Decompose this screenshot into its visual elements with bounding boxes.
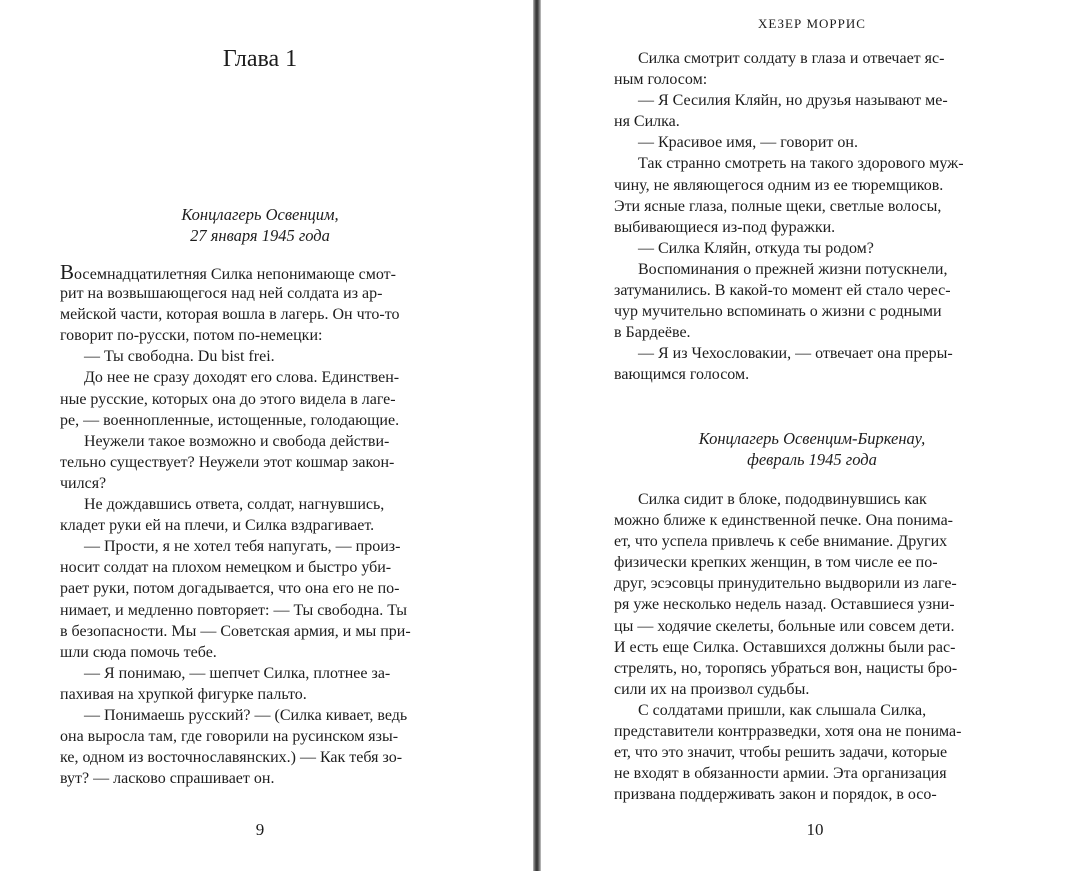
left-subheading-line: 27 января 1945 года xyxy=(190,226,330,245)
text-line xyxy=(614,364,1016,385)
text-line-content: не входят в обязанности армии. Эта организация xyxy=(614,765,947,783)
text-line-content: призвана поддерживать закон и порядок, в осо- xyxy=(614,786,937,804)
text-line-content: говорит по-русски, потом по-немецки: xyxy=(60,327,323,345)
text-line xyxy=(614,69,1016,90)
text-line-content: рает руки, потом догадывается, что она его не по- xyxy=(60,580,400,598)
text-line xyxy=(60,494,462,515)
left-body-text xyxy=(60,262,462,789)
text-line xyxy=(60,642,462,663)
text-line xyxy=(60,473,462,494)
text-line-content: чур мучительно вспоминать о жизни с родными xyxy=(614,303,942,321)
right-body-text-bottom xyxy=(614,489,1016,805)
text-line-content: рит на возвышающегося над ней солдата из ар- xyxy=(60,285,383,303)
text-line-content: ные русские, которых она до этого видела в лаге- xyxy=(60,390,396,408)
text-line-content: мейской части, которая вошла в лагерь. Он что-то xyxy=(60,306,400,324)
text-line-content: Не дождавшись ответа, солдат, нагнувшись, xyxy=(84,496,385,514)
text-line xyxy=(60,578,462,599)
text-line-content: ным голосом: xyxy=(614,71,708,89)
text-line-content: — Я Сесилия Кляйн, но друзья называют ме- xyxy=(638,92,948,110)
text-line-content: кладет руки ей на плечи, и Силка вздрагивает. xyxy=(60,517,375,535)
text-line-content: И есть еще Силка. Оставшихся должны были рас- xyxy=(614,638,956,656)
text-line-content: цы — ходячие скелеты, больные или совсем дети. xyxy=(614,617,955,635)
text-line xyxy=(60,283,462,304)
text-line xyxy=(614,742,1016,763)
left-subheading-line: Концлагерь Освенцим, xyxy=(181,205,339,224)
text-line xyxy=(60,684,462,705)
text-line-content: С солдатами пришли, как слышала Силка, xyxy=(638,701,927,719)
text-line xyxy=(60,410,462,431)
text-line-content: в безопасности. Мы — Советская армия, и мы при- xyxy=(60,622,411,640)
text-line-content: ке, одном из восточнославянских.) — Как тебя зо- xyxy=(60,749,403,767)
text-line xyxy=(614,531,1016,552)
text-line xyxy=(614,322,1016,343)
text-line-content: ет, что это значит, чтобы решить задачи, которые xyxy=(614,744,948,762)
text-line-content: ня Силка. xyxy=(614,113,680,131)
text-line-content: вающимся голосом. xyxy=(614,366,750,384)
text-line-content: представители контрразведки, хотя она не понима- xyxy=(614,723,962,741)
right-body-text-top xyxy=(614,48,1016,386)
text-line xyxy=(614,573,1016,594)
text-line-content: — Прости, я не хотел тебя напугать, — произ- xyxy=(84,538,401,556)
text-line xyxy=(60,536,462,557)
text-line-content: нимает, и медленно повторяет: — Ты свободна. Ты xyxy=(60,601,407,619)
text-line xyxy=(614,48,1016,69)
text-line xyxy=(60,431,462,452)
text-line-content: она выросла там, где говорили на русинском язы- xyxy=(60,728,399,746)
text-line xyxy=(60,452,462,473)
text-line xyxy=(614,301,1016,322)
text-line-content: сили их на произвол судьбы. xyxy=(614,680,810,698)
text-line xyxy=(60,621,462,642)
text-line-content: вут? — ласково спрашивает он. xyxy=(60,770,275,788)
text-line xyxy=(614,552,1016,573)
text-line-content: чину, не являющегося одним из ее тюремщиков. xyxy=(614,176,944,194)
text-line-content: ре, — военнопленные, истощенные, голодающие. xyxy=(60,411,400,429)
book-spine xyxy=(533,0,541,871)
text-line xyxy=(60,346,462,367)
text-line-content: можно ближе к единственной печке. Она понима- xyxy=(614,512,953,530)
text-line xyxy=(614,721,1016,742)
text-line-content: ет, что успела привлечь к себе внимание. Других xyxy=(614,533,948,551)
text-line-content: Эти ясные глаза, полные щеки, светлые волосы, xyxy=(614,197,942,215)
text-line xyxy=(614,175,1016,196)
text-line xyxy=(614,280,1016,301)
text-line-content: Силка сидит в блоке, пододвинувшись как xyxy=(638,491,927,508)
text-line-content: — Понимаешь русский? — (Силка кивает, ведь xyxy=(84,706,408,724)
right-subheading-line: февраль 1945 года xyxy=(747,450,877,469)
text-line xyxy=(60,600,462,621)
text-line-content: Неужели такое возможно и свобода действи- xyxy=(84,432,390,450)
text-line xyxy=(614,90,1016,111)
text-line xyxy=(60,663,462,684)
text-line xyxy=(60,389,462,410)
text-line xyxy=(614,259,1016,280)
text-line-content: носит солдат на плохом немецком и быстро уби- xyxy=(60,559,392,577)
text-line-content: в Бардеёве. xyxy=(614,324,691,342)
text-line xyxy=(614,637,1016,658)
text-line-content: Силка смотрит солдату в глаза и отвечает яс- xyxy=(638,50,945,67)
text-line-content: чился? xyxy=(60,474,107,492)
page-number-right: 10 xyxy=(806,820,824,839)
text-line xyxy=(614,238,1016,259)
text-line xyxy=(614,679,1016,700)
text-line-content: — Ты свободна. Du bist frei. xyxy=(84,348,275,366)
text-line xyxy=(60,705,462,726)
text-line xyxy=(60,262,462,283)
text-line-content: шли сюда помочь тебе. xyxy=(60,643,217,661)
drop-cap: В xyxy=(60,260,75,284)
text-line xyxy=(60,557,462,578)
text-line xyxy=(60,325,462,346)
text-line-content: ря уже несколько недель назад. Оставшиеся узни- xyxy=(614,596,955,614)
text-line-content: — Красивое имя, — говорит он. xyxy=(638,134,858,152)
text-line xyxy=(60,515,462,536)
text-line xyxy=(614,489,1016,510)
text-line xyxy=(614,153,1016,174)
text-line xyxy=(614,658,1016,679)
text-line-content: друг, эсэсовцы принудительно выдворили из лаге- xyxy=(614,575,957,593)
text-line-content: До нее не сразу доходят его слова. Единствен- xyxy=(84,369,400,387)
text-line xyxy=(614,510,1016,531)
text-line-content: стрелять, но, торопясь убраться вон, нацисты бро- xyxy=(614,659,958,677)
text-line xyxy=(614,111,1016,132)
text-line-content: физически крепких женщин, в том числе ее по- xyxy=(614,554,938,572)
text-line xyxy=(614,616,1016,637)
text-line-content: пахивая на хрупкой фигурке пальто. xyxy=(60,685,307,703)
text-line xyxy=(614,784,1016,805)
text-line-content: Воспоминания о прежней жизни потускнели, xyxy=(638,260,948,278)
text-line xyxy=(614,763,1016,784)
text-line-content: — Я понимаю, — шепчет Силка, плотнее за- xyxy=(84,664,391,682)
text-line-content: Так странно смотреть на такого здорового муж- xyxy=(638,155,964,173)
right-subheading-line: Концлагерь Освенцим-Биркенау, xyxy=(698,429,926,448)
left-subheading xyxy=(0,204,520,246)
text-line xyxy=(614,700,1016,721)
text-line xyxy=(60,726,462,747)
chapter-title: Глава 1 xyxy=(222,46,298,72)
text-line-content: выбивающиеся из-под фуражки. xyxy=(614,218,836,236)
text-line xyxy=(614,217,1016,238)
text-line xyxy=(614,196,1016,217)
text-line xyxy=(614,594,1016,615)
text-line xyxy=(60,304,462,325)
text-line xyxy=(614,343,1016,364)
running-head: ХЕЗЕР МОРРИС xyxy=(758,16,866,31)
text-line xyxy=(614,132,1016,153)
text-line xyxy=(60,747,462,768)
text-line-content: затуманились. В какой-то момент ей стало черес- xyxy=(614,282,951,300)
text-line-content: осемнадцатилетняя Силка непонимающе смот- xyxy=(74,266,396,283)
text-line-content: — Силка Кляйн, откуда ты родом? xyxy=(638,239,874,257)
right-subheading xyxy=(541,428,1083,470)
page-number-left: 9 xyxy=(255,820,265,839)
text-line-content: тельно существует? Неужели этот кошмар закон- xyxy=(60,453,395,471)
text-line xyxy=(60,367,462,388)
text-line-content: — Я из Чехословакии, — отвечает она преры- xyxy=(638,345,953,363)
text-line xyxy=(60,768,462,789)
